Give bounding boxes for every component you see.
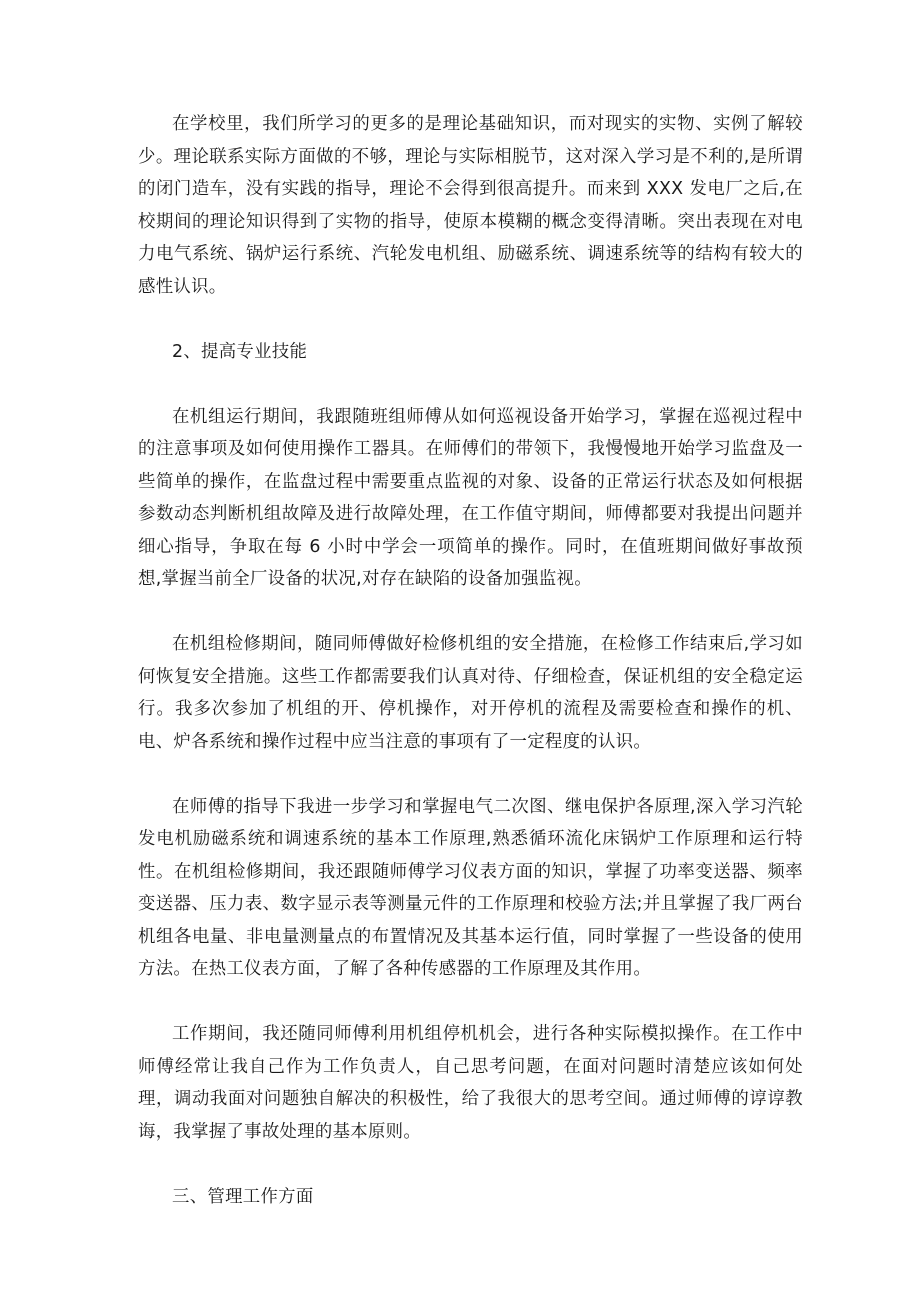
document-body: [138, 108, 803, 1246]
paragraph-maintenance-period: 在机组检修期间，随同师傅做好检修机组的安全措施，在检修工作结束后,学习如何恢复安全措施。这些工作都需要我们认真对待、仔细检查，保证机组的安全稳定运行。我多次参加了机组的开、停机操作，对开停机的流程及需要检查和操作的机、电、炉各系统和操作过程中应当注意的事项有了一定程度的认识。: [138, 634, 803, 752]
paragraph-operation-period: 在机组运行期间，我跟随班组师傅从如何巡视设备开始学习，掌握在巡视过程中的注意事项及如何使用操作工器具。在师傅们的带领下，我慢慢地开始学习监盘及一些简单的操作，在监盘过程中需要重点监视的对象、设备的正常运行状态及如何根据参数动态判断机组故障及进行故障处理，在工作值守期间，师傅都要对我提出问题并细心指导，争取在每 6 小时中学会一项简单的操作。同时，在值班期间做好事故预想,掌握当前全厂设备的状况,对存在缺陷的设备加强监视。: [138, 406, 803, 589]
paragraph-simulation-practice: 工作期间，我还随同师傅利用机组停机机会，进行各种实际模拟操作。在工作中师傅经常让我自己作为工作负责人，自己思考问题，在面对问题时清楚应该如何处理，调动我面对问题独自解决的积极性，给了我很大的思考空间。通过师傅的谆谆教诲，我掌握了事故处理的基本原则。: [138, 1024, 803, 1142]
section-heading-management: 三、管理工作方面: [172, 1186, 314, 1207]
section-heading-skills: 2、提高专业技能: [172, 341, 308, 362]
paragraph-master-guidance: 在师傅的指导下我进一步学习和掌握电气二次图、继电保护各原理,深入学习汽轮发电机励磁系统和调速系统的基本工作原理,熟悉循环流化床锅炉工作原理和运行特性。在机组检修期间，我还跟随师傅学习仪表方面的知识，掌握了功率变送器、频率变送器、压力表、数字显示表等测量元件的工作原理和校验方法;并且掌握了我厂两台机组各电量、非电量测量点的布置情况及其基本运行值，同时掌握了一些设备的使用方法。在热工仪表方面，了解了各种传感器的工作原理及其作用。: [138, 796, 803, 979]
paragraph-theory-practice: 在学校里，我们所学习的更多的是理论基础知识，而对现实的实物、实例了解较少。理论联系实际方面做的不够，理论与实际相脱节，这对深入学习是不利的,是所谓的闭门造车，没有实践的指导，理论不会得到很高提升。而来到 XXX 发电厂之后,在校期间的理论知识得到了实物的指导，使原本模糊的概念变得清晰。突出表现在对电力电气系统、锅炉运行系统、汽轮发电机组、励磁系统、调速系统等的结构有较大的感性认识。: [138, 114, 803, 297]
